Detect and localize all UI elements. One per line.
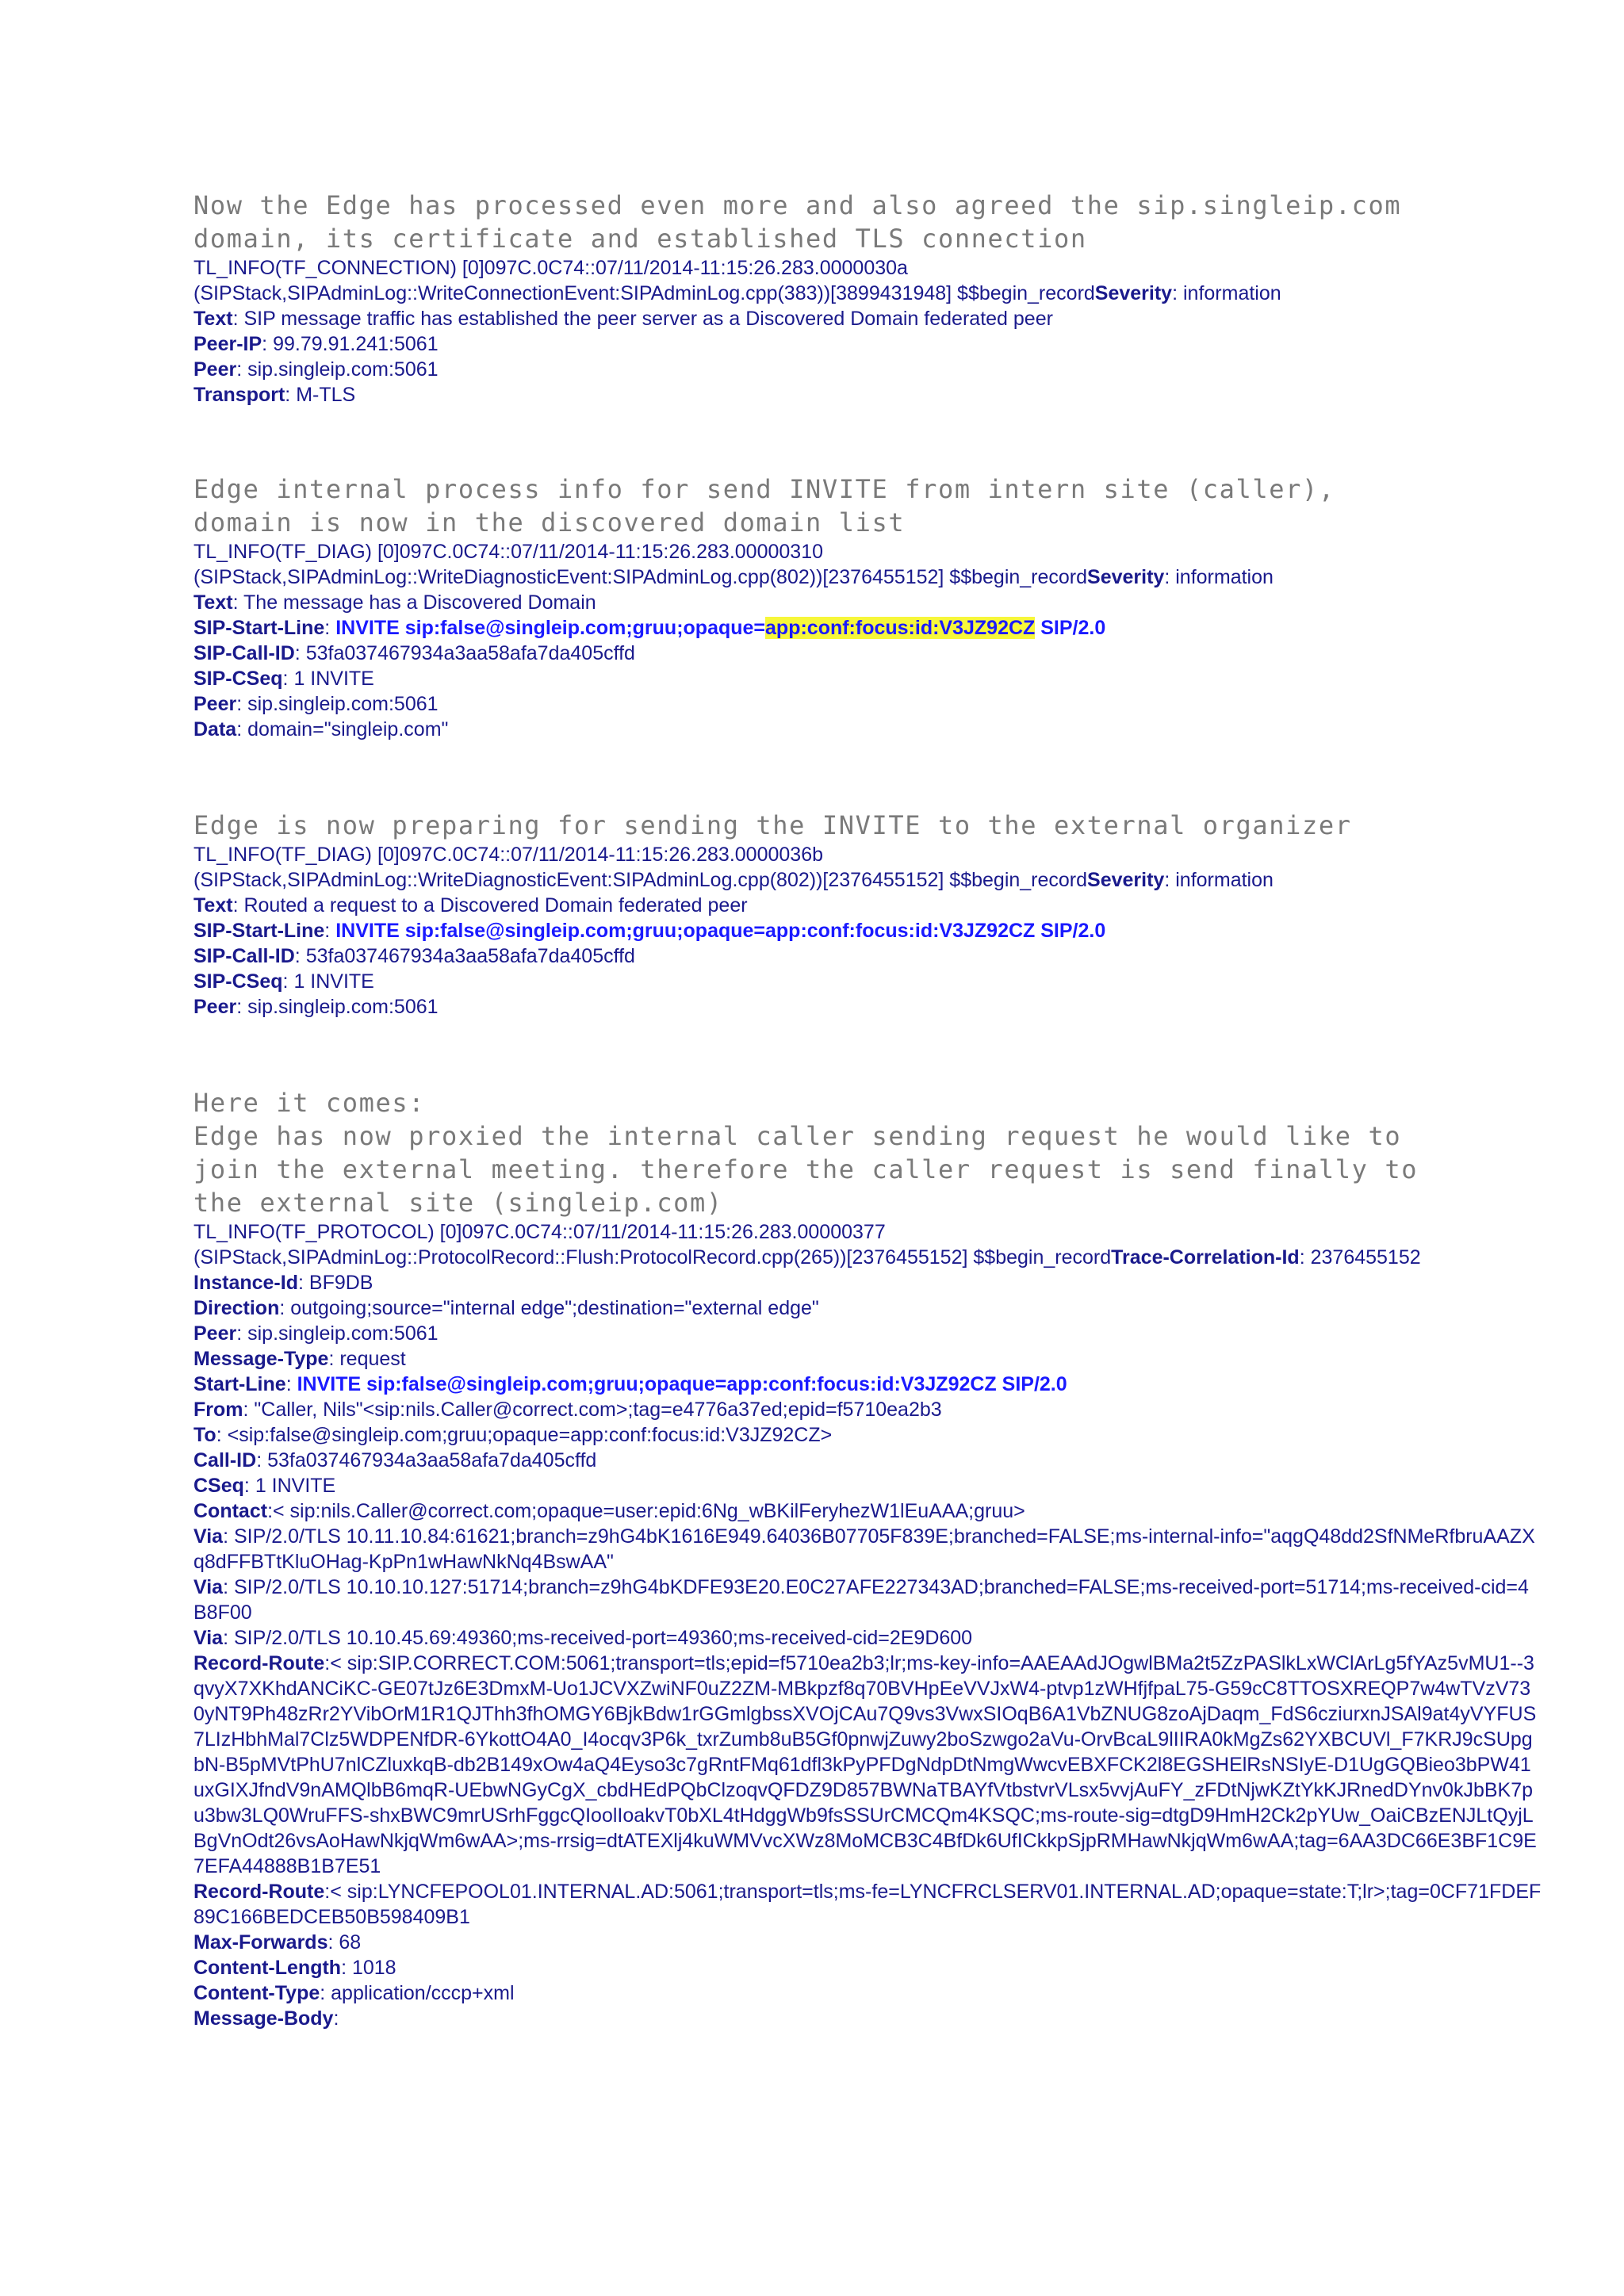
- log-line: Text: Routed a request to a Discovered Domain federated peer: [193, 894, 748, 916]
- log-record: [193, 1219, 1542, 2031]
- log-line: TL_INFO(TF_DIAG) [0]097C.0C74::07/11/2014-11:15:26.283.0000036b: [193, 844, 824, 866]
- log-line: Via: SIP/2.0/TLS 10.10.45.69:49360;ms-received-port=49360;ms-received-cid=2E9D600: [193, 1627, 973, 1649]
- log-record: [193, 255, 1401, 408]
- log-line: SIP-CSeq: 1 INVITE: [193, 970, 374, 993]
- log-line: Peer: sip.singleip.com:5061: [193, 693, 439, 715]
- log-line: Via: SIP/2.0/TLS 10.11.10.84:61621;branch=z9hG4bK1616E949.64036B07705F839E;branched=FALSE;ms-internal-info="aqgQ48dd2SfNMeRfbruAAZXq8dFFBTtKluOHag-KpPn1wHawNkNq4BswAA": [193, 1525, 1535, 1573]
- section-heading: Here it comes: Edge has now proxied the internal caller sending request he would like to join the external meeting. therefore the caller request is send finally to the external site (singleip.com): [193, 1088, 1419, 1218]
- section-tls-established: [193, 189, 1401, 408]
- section-preparing-invite: [193, 809, 1352, 1020]
- log-line: Text: SIP message traffic has established the peer server as a Discovered Domain federated peer: [193, 308, 1053, 330]
- log-line: Peer: sip.singleip.com:5061: [193, 358, 439, 381]
- log-line: SIP-Start-Line: INVITE sip:false@singleip.com;gruu;opaque=app:conf:focus:id:V3JZ92CZ SIP/2.0: [193, 920, 1106, 942]
- log-line: Data: domain="singleip.com": [193, 718, 449, 740]
- log-line: Record-Route:< sip:LYNCFEPOOL01.INTERNAL.AD:5061;transport=tls;ms-fe=LYNCFRCLSERV01.INTERNAL.AD;opaque=state:T;lr>;tag=0CF71FDEF89C166BEDCEB50B598409B1: [193, 1881, 1542, 1928]
- section-heading: Edge is now preparing for sending the INVITE to the external organizer: [193, 810, 1352, 840]
- log-record: [193, 842, 1352, 1020]
- section-proxied-request: [193, 1086, 1542, 2031]
- log-line: Transport: M-TLS: [193, 384, 356, 406]
- log-line: From: "Caller, Nils"<sip:nils.Caller@correct.com>;tag=e4776a37ed;epid=f5710ea2b3: [193, 1399, 942, 1421]
- log-line: To: <sip:false@singleip.com;gruu;opaque=app:conf:focus:id:V3JZ92CZ>: [193, 1424, 833, 1446]
- section-heading: Edge internal process info for send INVITE from intern site (caller), domain is now in the discovered domain list: [193, 474, 1335, 538]
- log-line: Peer: sip.singleip.com:5061: [193, 1322, 439, 1345]
- log-line: SIP-CSeq: 1 INVITE: [193, 668, 374, 690]
- log-line: Peer: sip.singleip.com:5061: [193, 996, 439, 1018]
- log-line: Max-Forwards: 68: [193, 1931, 362, 1954]
- log-line: Message-Type: request: [193, 1348, 406, 1370]
- log-line: Contact:< sip:nils.Caller@correct.com;opaque=user:epid:6Ng_wBKilFeryhezW1lEuAAA;gruu>: [193, 1500, 1025, 1522]
- log-line: TL_INFO(TF_CONNECTION) [0]097C.0C74::07/11/2014-11:15:26.283.0000030a: [193, 257, 908, 279]
- log-line: Start-Line: INVITE sip:false@singleip.com;gruu;opaque=app:conf:focus:id:V3JZ92CZ SIP/2.0: [193, 1373, 1067, 1395]
- log-line: TL_INFO(TF_PROTOCOL) [0]097C.0C74::07/11/2014-11:15:26.283.00000377: [193, 1221, 886, 1243]
- log-line: Direction: outgoing;source="internal edge";destination="external edge": [193, 1297, 819, 1319]
- log-line: (SIPStack,SIPAdminLog::WriteDiagnosticEvent:SIPAdminLog.cpp(802))[2376455152] $$begin_recordSeverity: information: [193, 566, 1274, 588]
- log-line: Call-ID: 53fa037467934a3aa58afa7da405cffd: [193, 1449, 597, 1471]
- section-heading: Now the Edge has processed even more and also agreed the sip.singleip.com domain, its certificate and established TLS connection: [193, 190, 1402, 254]
- log-line: SIP-Start-Line: INVITE sip:false@singleip.com;gruu;opaque=app:conf:focus:id:V3JZ92CZ SIP/2.0: [193, 617, 1106, 639]
- log-line: Instance-Id: BF9DB: [193, 1272, 373, 1294]
- log-line: SIP-Call-ID: 53fa037467934a3aa58afa7da405cffd: [193, 945, 635, 967]
- section-discovered-domain: [193, 473, 1335, 742]
- highlighted-conference-id: app:conf:focus:id:V3JZ92CZ: [765, 617, 1036, 639]
- log-line: Text: The message has a Discovered Domain: [193, 591, 596, 614]
- log-line: Peer-IP: 99.79.91.241:5061: [193, 333, 439, 355]
- log-line: CSeq: 1 INVITE: [193, 1475, 336, 1497]
- log-line: Record-Route:< sip:SIP.CORRECT.COM:5061;transport=tls;epid=f5710ea2b3;lr;ms-key-info=AAEAAdJOgwlBMa2t5ZzPASlkLxWClArLg5fYAz5vMU1--3qvyX7XKhdANCiKC-GE07tJz6E3DmxM-Uo1JCVXZwiNF0uZ2ZM-MBkpzf8q70BVHpEeVVJxW4-ptvp1zWHfjfpaL75-G59cC8TTOSXREQP7w4wTVzV730yNT9Ph48zRr2YVibOrM1R1QJThh3fhOMGY6BjkBdw1rGGmlgbssXVOjCAu7Q9vs3VwxSIOqB6A1VbZNUG8zoAjDaqm_FdS6cziurxnJSAl9at4yVYFUS7LIzHbhMal7Clz5WDPENfDR-6YkottO4A0_I4ocqv3P6k_txrZumb8uB5Gf0pnwjZuwy2boSzwgo2aVu-OrvBcaL9lIIRA0kMgZs62YXBCUVl_F7KRJ9cSUpgbN-B5pMVtPhU7nlCZluxkqB-db2B149xOw4aQ4Eyso3c7gRntFMq61dfl3kPyPFDgNdpDtNmgWwcvEBXFCK2l8EGSHElRsNSIyE-D1UgGQBieo3bPW41uxGIXJfndV9nAMQlbB6mqR-UEbwNGyCgX_cbdHEdPQbClzoqvQFDZ9D857BWNaTBAYfVtbstvrVLsx5vvjAuFY_zFDtNjwKZtYkKJRnedDYnv0kJbBK7pu3bw3LQ0WruFFS-shxBWC9mrUSrhFggcQIoolIoakvT0bXL4tHdggWb9fsSSUrCMCQm4KSQC;ms-route-sig=dtgD9HmH2Ck2pYUw_OaiCBzENJLtQyjLBgVnOdt26vsAoHawNkjqWm6wAA>;ms-rrsig=dtATEXlj4kuWMVvcXWz8MoMCB3C4BfDk6UfICkkpSjpRMHawNkjqWm6wAA;tag=6AA3DC66E3BF1C9E7EFA44888B1B7E51: [193, 1652, 1537, 1877]
- log-line: SIP-Call-ID: 53fa037467934a3aa58afa7da405cffd: [193, 642, 635, 664]
- log-line: Via: SIP/2.0/TLS 10.10.10.127:51714;branch=z9hG4bKDFE93E20.E0C27AFE227343AD;branched=FALSE;ms-received-port=51714;ms-received-cid=4B8F00: [193, 1576, 1529, 1624]
- log-line: TL_INFO(TF_DIAG) [0]097C.0C74::07/11/2014-11:15:26.283.00000310: [193, 541, 824, 563]
- log-line: Content-Length: 1018: [193, 1957, 396, 1979]
- log-line: Message-Body:: [193, 2007, 345, 2030]
- log-line: (SIPStack,SIPAdminLog::ProtocolRecord::Flush:ProtocolRecord.cpp(265))[2376455152] $$begin_recordTrace-Correlation-Id: 2376455152: [193, 1246, 1421, 1269]
- log-line: Content-Type: application/cccp+xml: [193, 1982, 515, 2004]
- log-line: (SIPStack,SIPAdminLog::WriteConnectionEvent:SIPAdminLog.cpp(383))[3899431948] $$begin_recordSeverity: information: [193, 282, 1281, 304]
- log-line: (SIPStack,SIPAdminLog::WriteDiagnosticEvent:SIPAdminLog.cpp(802))[2376455152] $$begin_recordSeverity: information: [193, 869, 1274, 891]
- log-record: [193, 539, 1335, 742]
